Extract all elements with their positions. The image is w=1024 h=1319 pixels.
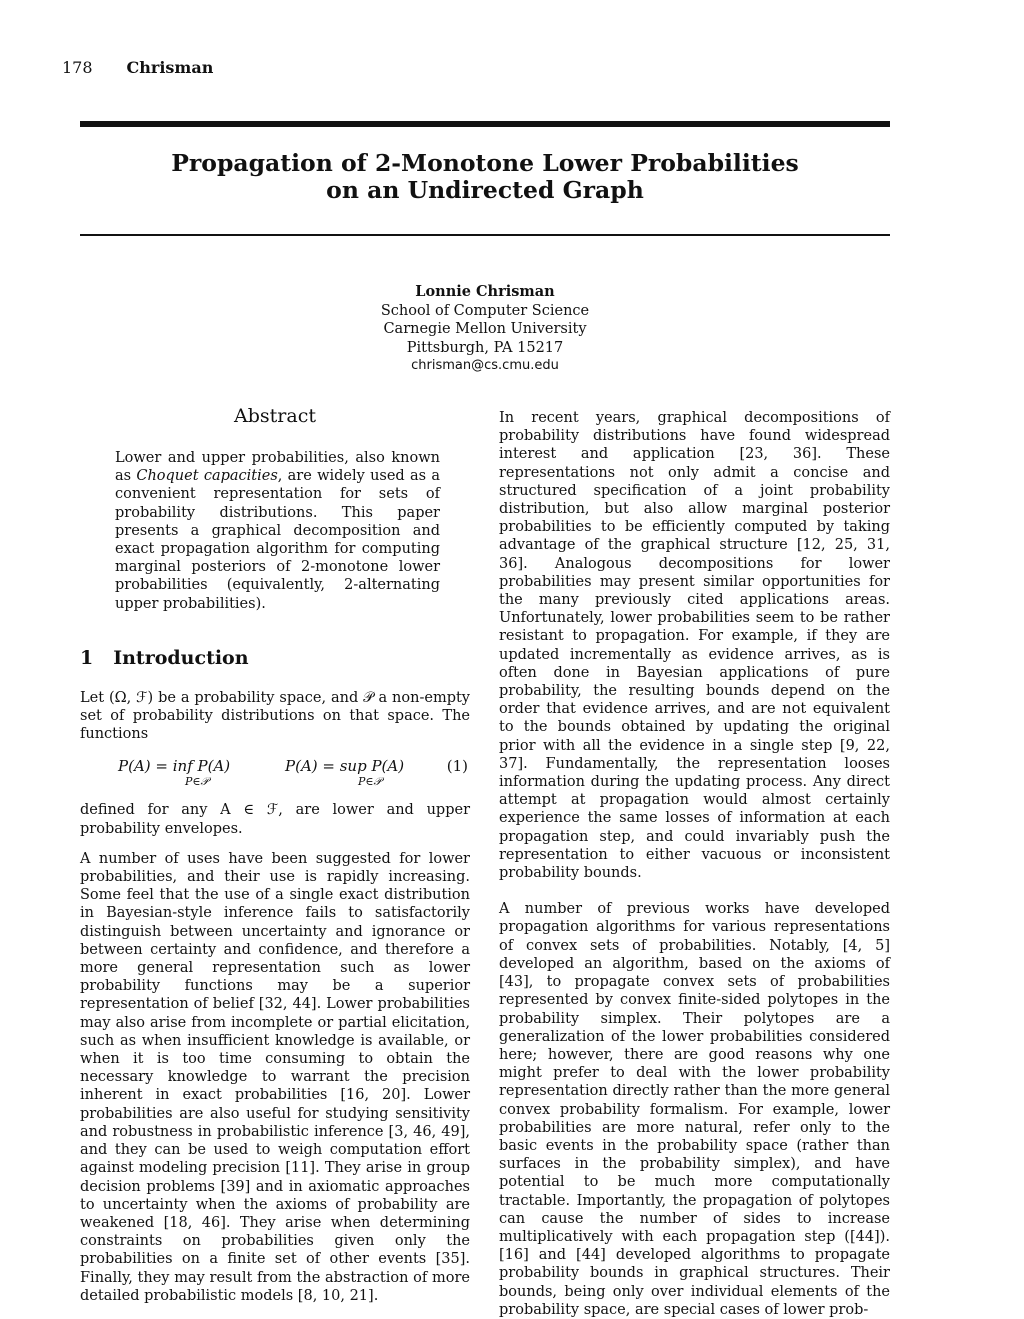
author-dept: School of Computer Science — [380, 302, 590, 319]
title-line-2: on an Undirected Graph — [326, 176, 644, 204]
left-column — [80, 405, 470, 1305]
abstract-heading: Abstract — [234, 405, 316, 427]
intro-paragraph-1: Let (Ω, ℱ) be a probability space, and 𝒫 a non-empty set of probability distributions on that space. The functions — [80, 689, 470, 743]
author-city: Pittsburgh, PA 15217 — [406, 339, 564, 356]
equation-upper: P(A) = sup P(A) — [285, 757, 405, 776]
running-header — [62, 58, 213, 77]
section-title: Introduction — [113, 646, 249, 669]
author-name: Lonnie Chrisman — [415, 283, 555, 300]
equation-number: (1) — [446, 757, 468, 776]
intro-paragraph-4: In recent years, graphical decompositions of probability distributions have found widespread interest and application [23, 36]. These representations not only admit a concise and structured specification of a joint probability distribution, but also allow marginal posterior probabilities to be efficiently computed by taking advantage of the graphical structure [12, 25, 31, 36]. Analogous decompositions for lower probabilities may present similar opportunities for the many previously cited applications areas. Unfortunately, lower probabilities seem to be rather resistant to propagation. For example, if they are updated incrementally as evidence arrives, as is often done in Bayesian applications of pure probability, the resulting bounds depend on the order that evidence arrives, and are not equivalent to the bounds obtained by updating the original prior with all the evidence in a single step [9, 22, 37]. Fundamentally, the representation looses information during the updating process. Any direct attempt at propagation would almost certainly experience the same losses of information at each propagation step, and could invariably push the representation to either vacuous or inconsistent probability bounds. — [499, 410, 890, 882]
equation-lower-sub: P∈𝒫 — [185, 775, 209, 789]
equation-lower: P(A) = inf P(A) — [118, 757, 231, 776]
abstract-text — [115, 449, 440, 613]
author-university: Carnegie Mellon University — [383, 321, 587, 337]
right-column — [499, 409, 890, 1319]
title-line-1: Propagation of 2-Monotone Lower Probabilities — [171, 149, 799, 177]
title-top-rule — [80, 121, 890, 127]
equation-upper-sub: P∈𝒫 — [358, 775, 382, 789]
author-email: chrisman@cs.cmu.edu — [411, 358, 559, 373]
section-number: 1 — [80, 646, 94, 669]
section-heading — [80, 647, 470, 669]
title-bottom-rule — [80, 234, 890, 236]
page-number: 178 — [62, 58, 93, 77]
author-block — [330, 283, 640, 376]
intro-paragraph-3: A number of uses have been suggested for lower probabilities, and their use is rapidly increasing. Some feel that the use of a single exact distribution in Bayesian-style inference fails to satisfactorily distinguish between uncertainty and ignorance or between certainty and confidence, and therefore a more general representation such as lower probability functions may be a superior representation of belief [32, 44]. Lower probabilities may also arise from incomplete or partial elicitation, such as when insufficient knowledge is available, or when it is too time consuming to obtain the necessary knowledge to warrant the precision inherent in exact probabilities [16, 20]. Lower probabilities are also useful for studying sensitivity and robustness in probabilistic inference [3, 46, 49], and they can be used to weigh computation effort against modeling precision [11]. They arise in group decision problems [39] and in axiomatic approaches to uncertainty when the axioms of probability are weakened [18, 46]. They arise when determining constraints on probabilities given only the probabilities on a finite set of other events [35]. Finally, they may result from the abstraction of more detailed probabilistic models [8, 10, 21]. — [80, 850, 470, 1304]
running-author: Chrisman — [126, 58, 214, 77]
paper-title — [80, 150, 890, 204]
abstract-text-pre: Lower and upper probabilities, also known as — [115, 450, 440, 485]
intro-paragraph-2: defined for any A ∈ ℱ, are lower and upper probability envelopes. — [80, 802, 470, 837]
abstract-italic-term: Choquet capacities — [136, 468, 278, 485]
equation-1 — [80, 753, 470, 797]
abstract-text-post: , are widely used as a convenient representation for sets of probability distributions. This paper presents a graphical decomposition and exact propagation algorithm for computing marginal posteriors of 2-monotone lower probabilities (equivalently, 2-alternating upper probabilities). — [115, 468, 440, 612]
intro-paragraph-5: A number of previous works have developed propagation algorithms for various representations of convex sets of probabilities. Notably, [4, 5] developed an algorithm, based on the axioms of [43], to propagate convex sets of probabilities represented by convex finite-sided polytopes in the probability simplex. Their polytopes are a generalization of the lower probabilities considered here; however, there are good reasons why one might prefer to deal with the lower probability representation directly rather than the more general convex probability formalism. For example, lower probabilities are more natural, refer only to the basic events in the probability space (rather than surfaces in the probability simplex), and have potential to be much more computationally tractable. Importantly, the propagation of polytopes can cause the number of sides to increase multiplicatively with each propagation step ([44]). [16] and [44] developed algorithms to propagate probability bounds in graphical structures. Their bounds, being only over individual elements of the probability space, are special cases of lower prob- — [499, 901, 890, 1318]
